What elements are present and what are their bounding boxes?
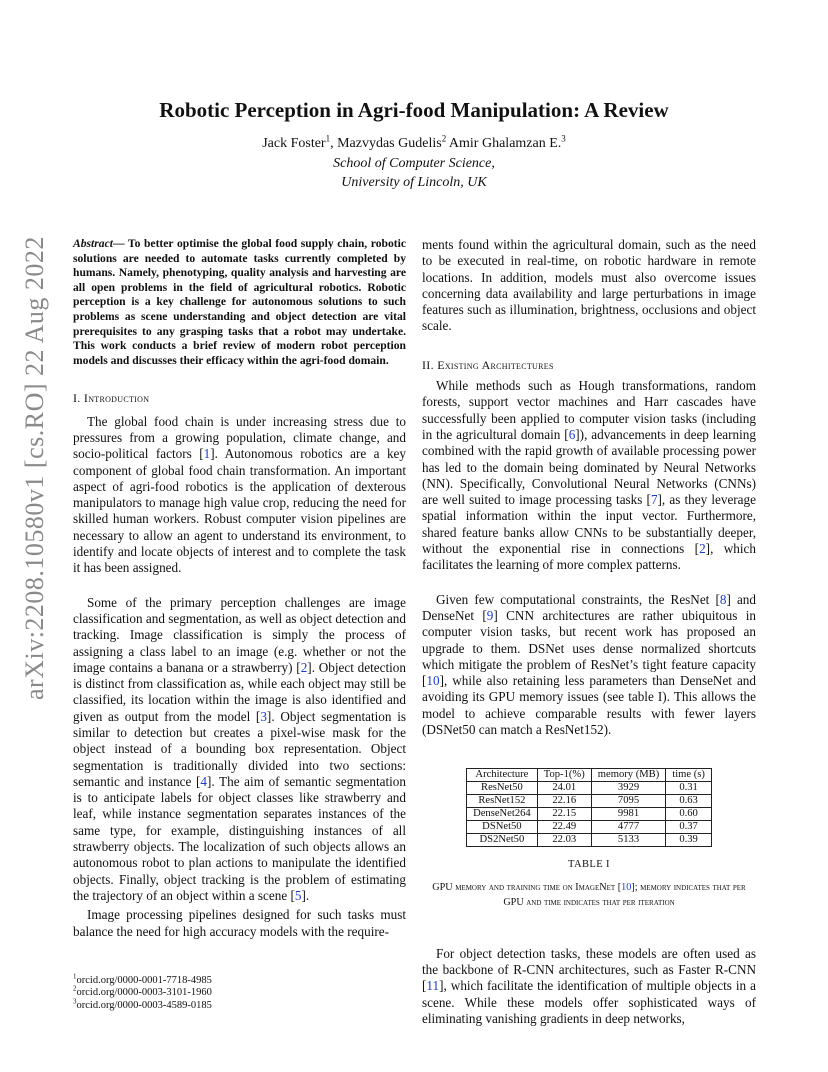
section-heading-existing-architectures [422,357,756,373]
citation-link[interactable]: 4 [200,773,207,789]
orcid-link[interactable]: orcid.org/0000-0003-3101-1960 [76,987,212,999]
intro-paragraph-1: The global food chain is under increasing stress due to pressures from a growing population, climate change, and socio-political factors [1]. Autonomous robotics are a key component of global food chain transformation. An important aspect of agri-food robotics is the application of dexterous manipulators to manage high value crop, reducing the need for skilled human workers. Robust computer vision pipelines are necessary to allow an agent to understand its environment, to identify and locate objects of interest and to complete the task it has been assigned. [73,413,407,576]
table-cell: 0.39 [666,834,712,847]
intro-paragraph-3: Image processing pipelines designed for such tasks must balance the need for high accuracy models with the require- [73,907,406,939]
existing-paragraph-3: For object detection tasks, these models are often used as the backbone of R-CNN architectures, such as Faster R-CNN [11], which facilitate the identification of multiple objects in a scene. While these models offer sophisticated ways of eliminating vanishing gradients in deep networks, [422,945,756,1026]
existing-paragraph-1: While methods such as Hough transformations, random forests, support vector machines and Harr cascades have successfully been applied to computer vision tasks (including in the agricultural domain [6]), advancements in deep learning combined with the rapid growth of available processing power has led to the domain being dominated by Neural Networks (NN). Specifically, Convolutional Neural Networks (CNNs) are well suited to image processing tasks [7], as they leverage spatial information within the input vector. Furthermore, shared feature banks allow CNNs to be substantially deeper, without the exponential rise in connections [2], which facilitates the learning of more complex patterns. [422,378,756,573]
citation-link[interactable]: 7 [650,492,658,508]
section-number: II. [422,357,438,372]
citation-link[interactable]: 2 [300,659,308,675]
author-list [0,133,828,152]
table-cell: 0.63 [666,795,712,808]
section-title: Introduction [83,391,150,406]
affiliation-university: University of Lincoln, UK [341,175,487,190]
table-cell: DenseNet264 [467,808,538,821]
table-cell: 3929 [591,782,666,795]
author-footnote-mark: 2 [441,133,447,144]
author-name: Mazvydas Gudelis [337,136,442,151]
orcid-link[interactable]: orcid.org/0000-0003-4589-0185 [76,999,212,1011]
table-label: TABLE I [568,859,610,871]
column-header: time (s) [666,769,712,782]
footnote: $^2$orcid.org/0000-0003-3101-1960 [73,984,212,999]
intro-paragraph-2: Some of the primary perception challenges are image classification and segmentation, as well as object detection and tracking. Image classification is simply the process of assigning a class label to an image (e.g. whether or not the image contains a banana or a strawberry) [2]. Object detection is distinct from classification as, while each object may still be classified, its location within the image is also identified and given as output from the model [3]. Object segmentation is similar to detection but creates a pixel-wise mask for the object instead of a bounding box representation. Object segmentation is traditionally divided into two sections: semantic and instance [4]. The aim of semantic segmentation is to anticipate labels for object classes like strawberry and leaf, while instance segmentation separates instances of the same type, for example, distinguishing instances of all strawberry objects. The localization of such objects allows an autonomous robot to plan actions to manipulate the identified objects. Finally, object tracking is the problem of estimating the trajectory of an object within a scene [5]. [73,594,406,903]
column-header: Architecture [467,769,538,782]
footnote: $^3$orcid.org/0000-0003-4589-0185 [73,997,212,1011]
table-cell: 7095 [591,795,666,808]
column-header: memory (MB) [591,769,666,782]
citation-link[interactable]: 11 [426,978,440,994]
citation-link[interactable]: 10 [426,673,440,689]
table-row [467,821,712,834]
table-cell: 4777 [591,821,666,834]
author-footnote-mark: 3 [561,133,566,144]
table-cell: 0.31 [666,782,712,795]
left-column [73,237,406,940]
table-cell: 0.37 [666,821,712,834]
table-cell: 9981 [591,808,666,821]
abstract-lead: Abstract [73,237,113,250]
intro-continuation: ments found within the agricultural domain, such as the need to be executed in real-time, on robotic hardware in remote locations. In addition, models must also overcome issues concerning data availability and large perturbations in image features such as illumination, brightness, occlusions and object scale. [422,237,756,334]
author-name: Amir Ghalamzan E. [448,136,562,151]
table-cell: ResNet50 [467,782,538,795]
abstract [73,237,406,368]
footnote: $^1$orcid.org/0000-0001-7718-4985 [73,972,212,986]
table-cell: DSNet50 [467,821,538,834]
citation-link[interactable]: 6 [568,426,576,442]
right-column [422,237,756,1027]
table-cell: 22.15 [537,808,591,821]
citation-link[interactable]: 10 [621,881,632,893]
abstract-text: To better optimise the global food supply chain, robotic solutions are needed to automate tasks currently completed by humans. Namely, phenotyping, quality analysis and harvesting are all open problems in the field of agricultural robotics. Robotic perception is a key challenge for autonomous solutions to such problems as scene understanding and object detection are vital prerequisites to any grasping tasks that a robot may undertake. This work conducts a brief review of modern robot perception models and discusses their efficacy within the agri-food domain. [73,237,406,367]
table-cell: 22.16 [537,795,591,808]
table-header-row [467,769,712,782]
paper-title: Robotic Perception in Agri-food Manipulation: A Review [159,98,669,122]
section-heading-introduction [73,390,406,406]
table-row [467,795,712,808]
column-header: Top-1(%) [537,769,591,782]
section-number: I. [73,391,84,406]
table-cell: 22.03 [537,834,591,847]
abstract-dash: — [112,237,128,250]
arxiv-identifier-stamp: arXiv:2208.10580v1 [cs.RO] 22 Aug 2022 [20,236,49,700]
table-cell: 0.60 [666,808,712,821]
affiliation-school: School of Computer Science, [333,156,495,171]
footnotes [73,972,406,1012]
author-name: Jack Foster [262,136,326,151]
table-cell: 5133 [591,834,666,847]
author-separator: , [330,136,338,151]
table-row [467,808,712,821]
citation-link[interactable]: 2 [699,541,706,557]
architecture-comparison-table [466,768,712,847]
section-title: Existing Architectures [437,357,554,372]
citation-link[interactable]: 8 [719,591,727,607]
citation-link[interactable]: 1 [203,446,211,462]
orcid-link[interactable]: orcid.org/0000-0001-7718-4985 [76,975,212,986]
table-cell: DS2Net50 [467,834,538,847]
table-caption: GPU memory and training time on ImageNet [10]; memory indicates that per GPU and time indicates that per iteration [432,881,746,908]
table-row [467,782,712,795]
existing-paragraph-2: Given few computational constraints, the ResNet [8] and DenseNet [9] CNN architectures are rather ubiquitous in computer vision tasks, but recent work has proposed an upgrade to them. DSNet uses dense normalized shortcuts which mitigate the problem of ResNet’s tight feature capacity [10], while also retaining less parameters than DenseNet and avoiding its GPU memory issues (see table I). This allows the model to achieve comparable results with fewer layers (DSNet50 can match a ResNet152). [422,591,756,738]
author-footnote-mark: 1 [325,133,331,144]
table-cell: 22.49 [537,821,591,834]
citation-link[interactable]: 3 [260,708,267,724]
table-row [467,834,712,847]
citation-link[interactable]: 5 [294,887,302,903]
citation-link[interactable]: 9 [486,607,494,623]
table-cell: 24.01 [537,782,591,795]
table-cell: ResNet152 [467,795,538,808]
